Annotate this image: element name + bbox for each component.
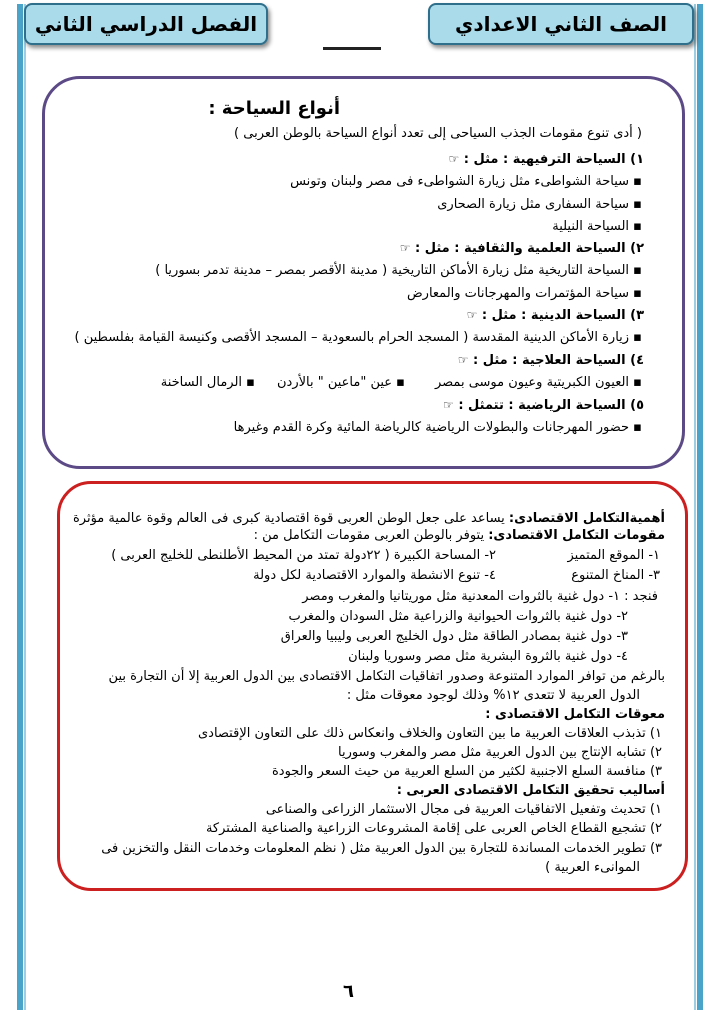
- pointing-hand-icon: ☞: [443, 398, 454, 412]
- method-item: ١) تحديث وتفعيل الاتفاقيات العربية فى مجال الاستثمار الزراعى والصناعى: [265, 802, 662, 817]
- medical-heading: ٤) السياحة العلاجية : مثل : ☞: [457, 353, 644, 368]
- obstacle-item: ٣) منافسة السلع الاجنبية لكثير من السلع العربية من حيث السعر والجودة: [271, 764, 662, 779]
- component-item: ٤- تنوع الانشطة والموارد الاقتصادية لكل دولة: [253, 568, 496, 583]
- grade-header: [428, 3, 694, 45]
- recreational-heading: ١) السياحة الترفيهية : مثل : ☞: [448, 152, 644, 167]
- term-header: [24, 3, 268, 45]
- methods-title: أساليب تحقيق التكامل الاقتصادى العربى :: [396, 783, 665, 798]
- list-item: ▪ السياحة النيلية: [552, 219, 642, 234]
- importance-line: أهميةالتكامل الاقتصادى: يساعد على جعل الوطن العربى قوة اقتصادية كبرى فى العالم وقوة عالمية مؤثرة: [72, 511, 665, 526]
- resource-item: ٣- دول غنية بمصادر الطاقة مثل دول الخليج العربى وليبيا والعراق: [280, 629, 628, 644]
- component-item: ٣- المناخ المتنوع: [571, 568, 660, 583]
- list-item: ▪ سياحة الشواطىء مثل زيارة الشواطىء فى مصر ولبنان وتونس: [290, 174, 642, 189]
- tourism-title: أنواع السياحة :: [208, 98, 340, 119]
- component-item: ١- الموقع المتميز: [567, 548, 660, 563]
- despite-line: بالرغم من توافر الموارد المتنوعة وصدور اتفاقيات التكامل الاقتصادى بين الدول العربية إلا أن التجارة بين: [108, 669, 665, 684]
- list-item: ▪ السياحة التاريخية مثل زيارة الأماكن التاريخية ( مدينة الأقصر بمصر – مدينة تدمر بسوريا ): [155, 263, 642, 278]
- page-number: ٦: [343, 981, 354, 1002]
- divider: [323, 47, 381, 50]
- pointing-hand-icon: ☞: [448, 152, 460, 166]
- list-item: ▪ حضور المهرجانات والبطولات الرياضية كالرياضة المائية وكرة القدم وغيرها: [233, 420, 642, 435]
- list-item: ▪ عين "ماعين " بالأردن: [277, 375, 405, 390]
- obstacle-item: ٢) تشابه الإنتاج بين الدول العربية مثل مصر والمغرب وسوريا: [338, 745, 662, 760]
- list-item: ▪ الرمال الساخنة: [160, 375, 255, 390]
- method-item: ٣) تطوير الخدمات المساندة للتجارة بين الدول العربية مثل ( نظم المعلومات وخدمات النقل والتخزين فى: [101, 841, 662, 856]
- component-item: ٢- المساحة الكبيرة ( ٢٢دولة تمتد من المحيط الأطلنطى للخليج العربى ): [111, 548, 496, 563]
- components-line: مقومات التكامل الاقتصادى: يتوفر بالوطن العربى مقومات التكامل من :: [253, 528, 665, 543]
- cultural-heading: ٢) السياحة العلمية والثقافية : مثل : ☞: [399, 241, 644, 256]
- obstacle-item: ١) تذبذب العلاقات العربية ما بين التعاون والخلاف وانعكاس ذلك على التعاون الإقتصادى: [197, 726, 662, 741]
- despite-line: الدول العربية لا تتعدى ١٢% وذلك لوجود معوقات مثل :: [346, 688, 640, 703]
- term-label: الفصل الدراسي الثاني: [34, 12, 258, 36]
- list-item: ▪ زيارة الأماكن الدينية المقدسة ( المسجد الحرام بالسعودية – المسجد الأقصى وكنيسة القيامة بفلسطين ): [74, 330, 642, 345]
- grade-label: الصف الثاني الاعدادي: [455, 12, 668, 36]
- list-item: ▪ سياحة المؤتمرات والمهرجانات والمعارض: [406, 286, 642, 301]
- religious-heading: ٣) السياحة الدينية : مثل : ☞: [466, 308, 644, 323]
- method-item: الموانىء العربية ): [545, 860, 640, 875]
- resource-item: ٤- دول غنية بالثروة البشرية مثل مصر وسوريا ولبنان: [348, 649, 628, 664]
- pointing-hand-icon: ☞: [466, 308, 478, 322]
- obstacles-title: معوقات التكامل الاقتصادى :: [485, 707, 665, 722]
- tourism-intro: ( أدى تنوع مقومات الجذب السياحى إلى تعدد أنواع السياحة بالوطن العربى ): [234, 126, 642, 141]
- resource-item: ٢- دول غنية بالثروات الحيوانية والزراعية مثل السودان والمغرب: [288, 609, 628, 624]
- method-item: ٢) تشجيع القطاع الخاص العربى على إقامة المشروعات الزراعية والصناعية المشتركة: [205, 821, 662, 836]
- list-item: ▪ سياحة السفارى مثل زيارة الصحارى: [437, 197, 642, 212]
- list-item: ▪ العيون الكبريتية وعيون موسى بمصر: [434, 375, 642, 390]
- resource-item: فنجد : ١- دول غنية بالثروات المعدنية مثل موريتانيا والمغرب ومصر: [302, 589, 658, 604]
- sports-heading: ٥) السياحة الرياضية : تتمثل : ☞: [443, 398, 644, 413]
- pointing-hand-icon: ☞: [457, 353, 469, 367]
- pointing-hand-icon: ☞: [399, 241, 411, 255]
